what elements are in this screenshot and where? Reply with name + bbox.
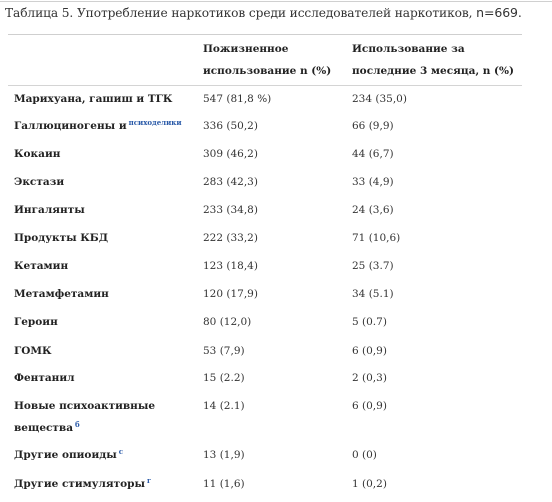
- lifetime-value: 80 (12,0): [203, 316, 252, 328]
- lifetime-value: 283 (42,3): [203, 176, 258, 188]
- top-divider: [0, 1, 552, 2]
- recent-value: 66 (9,9): [352, 120, 394, 132]
- recent-value: 5 (0.7): [352, 316, 387, 328]
- column-header-recent: [352, 38, 514, 82]
- row-label-group: [14, 396, 155, 438]
- table-caption: [5, 5, 522, 20]
- footnote-marker: б: [75, 420, 80, 429]
- caption-sample-size: n=669.: [476, 5, 522, 20]
- column-header-recent-line2: последние 3 месяца, n (%): [352, 65, 514, 77]
- row-label: Продукты КБД: [14, 232, 109, 244]
- recent-value: 1 (0,2): [352, 478, 387, 490]
- recent-value: 44 (6,7): [352, 148, 394, 160]
- row-label: Кокаин: [14, 148, 61, 160]
- column-header-lifetime: [203, 38, 331, 82]
- lifetime-value: 222 (33,2): [203, 232, 258, 244]
- recent-value: 2 (0,3): [352, 372, 387, 384]
- lifetime-value: 11 (1,6): [203, 478, 245, 490]
- lifetime-value: 14 (2.1): [203, 400, 245, 412]
- recent-value: 24 (3,6): [352, 204, 394, 216]
- row-label-line2-group: [14, 418, 155, 438]
- row-label-line2: вещества: [14, 422, 74, 434]
- recent-value: 33 (4,9): [352, 176, 394, 188]
- lifetime-value: 13 (1,9): [203, 449, 245, 461]
- row-label: Ингалянты: [14, 204, 85, 216]
- row-label: ГОМК: [14, 345, 52, 357]
- row-label-group: [14, 474, 151, 494]
- footnote-marker: психоделики: [128, 118, 182, 127]
- lifetime-value: 15 (2.2): [203, 372, 245, 384]
- recent-value: 34 (5.1): [352, 288, 394, 300]
- lifetime-value: 120 (17,9): [203, 288, 258, 300]
- row-label: Марихуана, гашиш и ТГК: [14, 93, 173, 105]
- lifetime-value: 53 (7,9): [203, 345, 245, 357]
- recent-value: 6 (0,9): [352, 400, 387, 412]
- column-header-recent-line1: Использование за: [352, 43, 465, 55]
- recent-value: 6 (0,9): [352, 345, 387, 357]
- lifetime-value: 336 (50,2): [203, 120, 258, 132]
- row-label: Другие стимуляторы: [14, 478, 146, 490]
- recent-value: 71 (10,6): [352, 232, 401, 244]
- column-header-lifetime-line2: использование n (%): [203, 65, 332, 77]
- row-label: Метамфетамин: [14, 288, 109, 300]
- row-label: Другие опиоиды: [14, 449, 117, 461]
- row-label: Кетамин: [14, 260, 69, 272]
- row-label: Экстази: [14, 176, 65, 188]
- footnote-marker: с: [118, 447, 124, 456]
- lifetime-value: 547 (81,8 %): [203, 93, 272, 105]
- footnote-marker: г: [147, 476, 152, 485]
- lifetime-value: 233 (34,8): [203, 204, 258, 216]
- row-label-group: [14, 116, 182, 136]
- row-label-group: [14, 445, 123, 465]
- lifetime-value: 123 (18,4): [203, 260, 258, 272]
- caption-text: Таблица 5. Употребление наркотиков среди исследователей наркотиков,: [5, 6, 477, 20]
- row-label: Галлюциногены и: [14, 120, 127, 132]
- header-rule: [8, 85, 522, 86]
- recent-value: 0 (0): [352, 449, 377, 461]
- table-top-rule: [8, 34, 522, 35]
- recent-value: 25 (3.7): [352, 260, 394, 272]
- lifetime-value: 309 (46,2): [203, 148, 258, 160]
- column-header-lifetime-line1: Пожизненное: [203, 43, 289, 55]
- row-label: Героин: [14, 316, 58, 328]
- row-label: Новые психоактивные: [14, 400, 156, 412]
- recent-value: 234 (35,0): [352, 93, 407, 105]
- row-label: Фентанил: [14, 372, 75, 384]
